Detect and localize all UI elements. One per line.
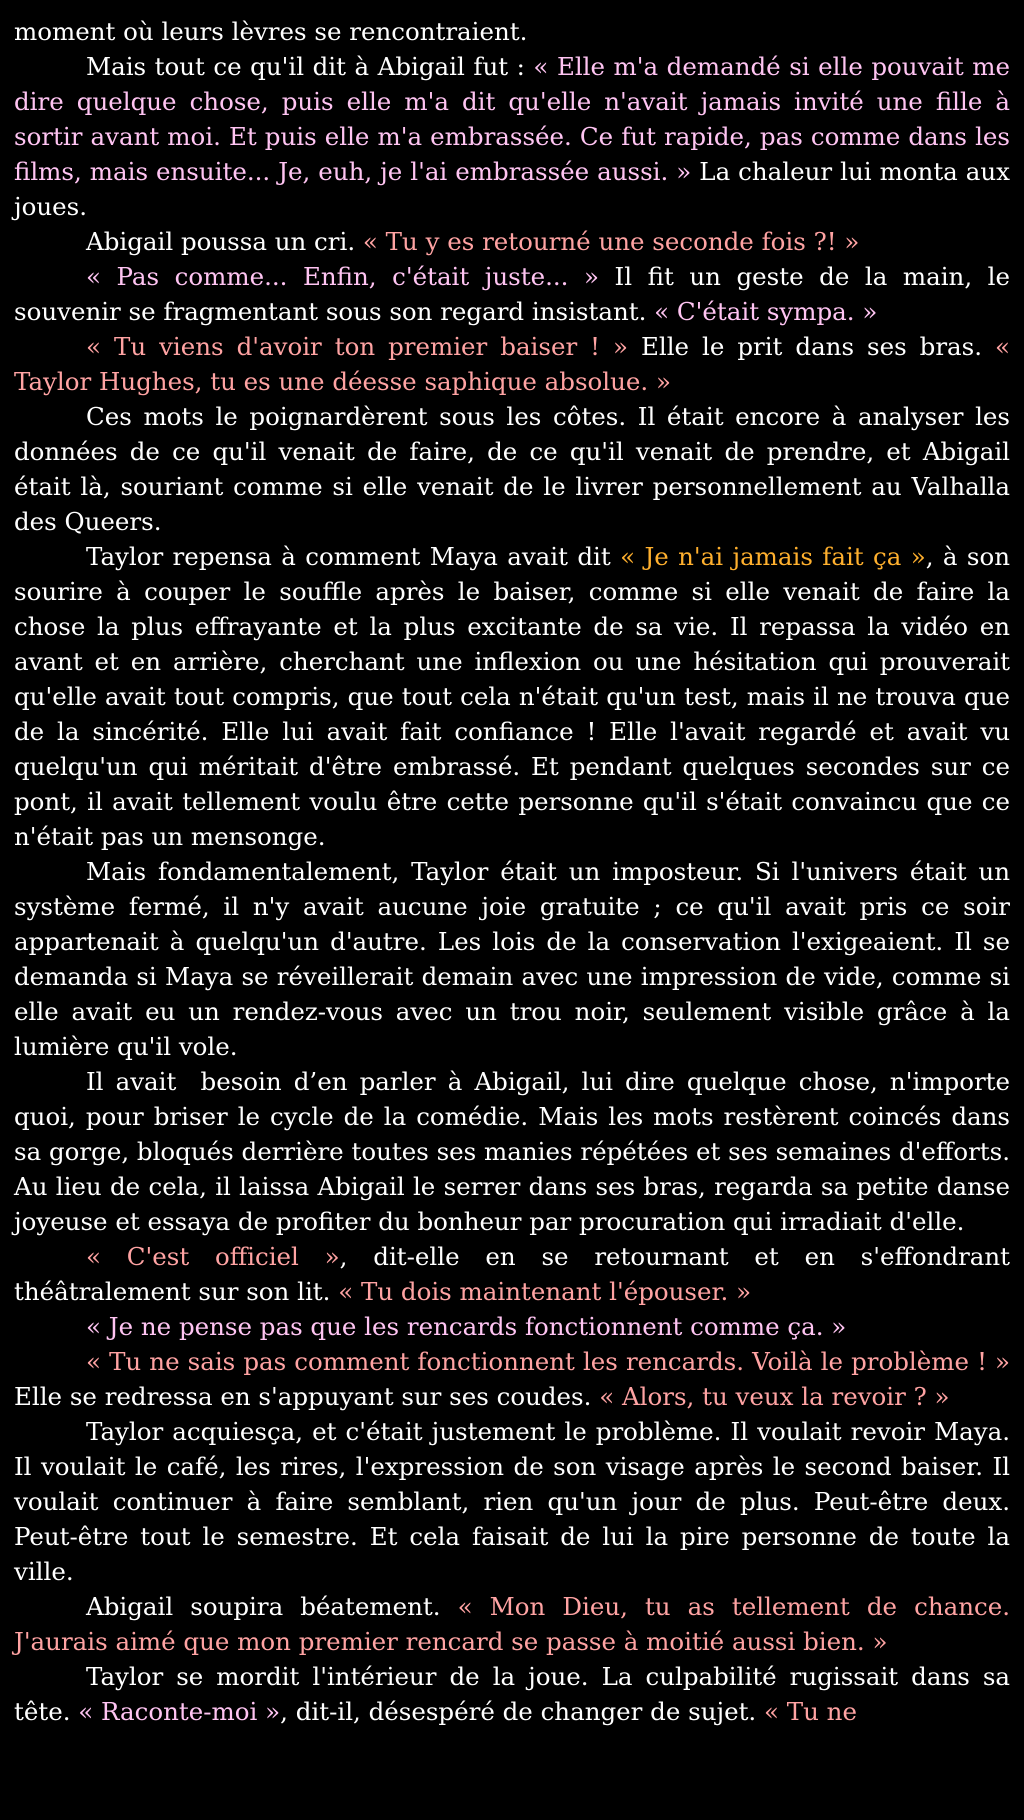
paragraph bbox=[14, 1659, 1018, 1729]
paragraph bbox=[14, 1309, 1010, 1344]
narration-text: Mais tout ce qu'il dit à Abigail fut : bbox=[86, 52, 534, 81]
dialogue-text: « Alors, tu veux la revoir ? » bbox=[599, 1382, 950, 1411]
narration-text: La chaleur lui monta aux joues. bbox=[14, 157, 1018, 221]
dialogue-text: « Tu y es retourné une seconde fois ?! » bbox=[362, 227, 860, 256]
dialogue-text: « C'était sympa. » bbox=[654, 297, 878, 326]
dialogue-text: « Je ne pense pas que les rencards fonctionnent comme ça. » bbox=[86, 1312, 847, 1341]
narration-text: Abigail soupira béatement. bbox=[86, 1592, 458, 1621]
dialogue-text: « Elle m'a demandé si elle pouvait me dire quelque chose, puis elle m'a dit qu'elle n'avait jamais invité une fille à sortir avant moi. Et puis elle m'a embrassée. Ce fut rapide, pas comme dans les films, mais ensuite... Je, euh, je l'ai embrassée aussi. » bbox=[14, 52, 1018, 186]
dialogue-text: « Taylor Hughes, tu es une déesse saphique absolue. » bbox=[14, 332, 1018, 396]
narration-text: Mais fondamentalement, Taylor était un imposteur. Si l'univers était un système fermé, il n'y avait aucune joie gratuite ; ce qu'il avait pris ce soir appartenait à quelqu'un d'autre. Les lois de la conservation l'exigeaient. Il se demanda si Maya se réveillerait demain avec une impression de vide, comme si elle avait eu un rendez-vous avec un trou noir, seulement visible grâce à la lumière qu'il vole. bbox=[14, 857, 1018, 1061]
narration-text: , à son sourire à couper le souffle après le baiser, comme si elle venait de faire la chose la plus effrayante et la plus excitante de sa vie. Il repassa la vidéo en avant et en arrière, cherchant une inflexion ou une hésitation qui prouverait qu'elle avait tout compris, que tout cela n'était qu'un test, mais il ne trouva que de la sincérité. Elle lui avait fait confiance ! Elle l'avait regardé et avait vu quelqu'un qui méritait d'être embrassé. Et pendant quelques secondes sur ce pont, il avait tellement voulu être cette personne qu'il s'était convaincu que ce n'était pas un mensonge. bbox=[14, 542, 1018, 851]
narration-text: Elle se redressa en s'appuyant sur ses coudes. bbox=[14, 1347, 1018, 1411]
dialogue-text: « Je n'ai jamais fait ça » bbox=[620, 542, 926, 571]
dialogue-text: « Tu ne sais pas comment fonctionnent les rencards. Voilà le problème ! » bbox=[86, 1347, 1010, 1376]
paragraph bbox=[14, 1239, 1018, 1309]
dialogue-text: « Mon Dieu, tu as tellement de chance. J'aurais aimé que mon premier rencard se passe à moitié aussi bien. » bbox=[14, 1592, 1018, 1656]
narration-text: Taylor repensa à comment Maya avait dit bbox=[86, 542, 621, 571]
dialogue-text: « Raconte-moi » bbox=[78, 1697, 281, 1726]
narration-text: Abigail poussa un cri. bbox=[86, 227, 363, 256]
narration-text: Taylor se mordit l'intérieur de la joue. La culpabilité rugissait dans sa tête. bbox=[14, 1662, 1018, 1726]
paragraph bbox=[14, 14, 1010, 49]
narration-text: Il fit un geste de la main, le souvenir se fragmentant sous son regard insistant. bbox=[14, 262, 1018, 326]
paragraph bbox=[14, 539, 1018, 854]
narration-text: Elle le prit dans ses bras. bbox=[627, 332, 995, 361]
paragraph bbox=[14, 259, 1018, 329]
document-page bbox=[14, 14, 1018, 1729]
paragraph bbox=[14, 1414, 1018, 1589]
narration-text: Taylor acquiesça, et c'était justement le problème. Il voulait revoir Maya. Il voulait le café, les rires, l'expression de son visage après le second baiser. Il voulait continuer à faire semblant, rien qu'un jour de plus. Peut-être deux. Peut-être tout le semestre. Et cela faisait de lui la pire personne de toute la ville. bbox=[14, 1417, 1018, 1586]
paragraph bbox=[14, 1064, 1018, 1239]
dialogue-text: « Tu viens d'avoir ton premier baiser ! » bbox=[86, 332, 628, 361]
paragraph bbox=[14, 329, 1018, 399]
paragraph bbox=[14, 1589, 1018, 1659]
narration-text: , dit-elle en se retournant et en s'effondrant théâtralement sur son lit. bbox=[14, 1242, 1018, 1306]
narration-text: Il avait besoin d’en parler à Abigail, lui dire quelque chose, n'importe quoi, pour briser le cycle de la comédie. Mais les mots restèrent coincés dans sa gorge, bloqués derrière toutes ses manies répétées et ses semaines d'efforts. Au lieu de cela, il laissa Abigail le serrer dans ses bras, regarda sa petite danse joyeuse et essaya de profiter du bonheur par procuration qui irradiait d'elle. bbox=[14, 1067, 1018, 1236]
text-body bbox=[14, 14, 1018, 1729]
dialogue-text: « Pas comme... Enfin, c'était juste... » bbox=[86, 262, 599, 291]
paragraph bbox=[14, 49, 1018, 224]
paragraph bbox=[14, 1344, 1018, 1414]
narration-text: , dit-il, désespéré de changer de sujet. bbox=[280, 1697, 764, 1726]
paragraph bbox=[14, 399, 1018, 539]
dialogue-text: « Tu dois maintenant l'épouser. » bbox=[338, 1277, 752, 1306]
narration-text: moment où leurs lèvres se rencontraient. bbox=[14, 17, 528, 46]
paragraph bbox=[14, 854, 1018, 1064]
paragraph bbox=[14, 224, 1010, 259]
dialogue-text: « C'est officiel » bbox=[86, 1242, 340, 1271]
narration-text: Ces mots le poignardèrent sous les côtes. Il était encore à analyser les données de ce qu'il venait de faire, de ce qu'il venait de prendre, et Abigail était là, souriant comme si elle venait de le livrer personnellement au Valhalla des Queers. bbox=[14, 402, 1018, 536]
dialogue-text: « Tu ne bbox=[764, 1697, 857, 1726]
